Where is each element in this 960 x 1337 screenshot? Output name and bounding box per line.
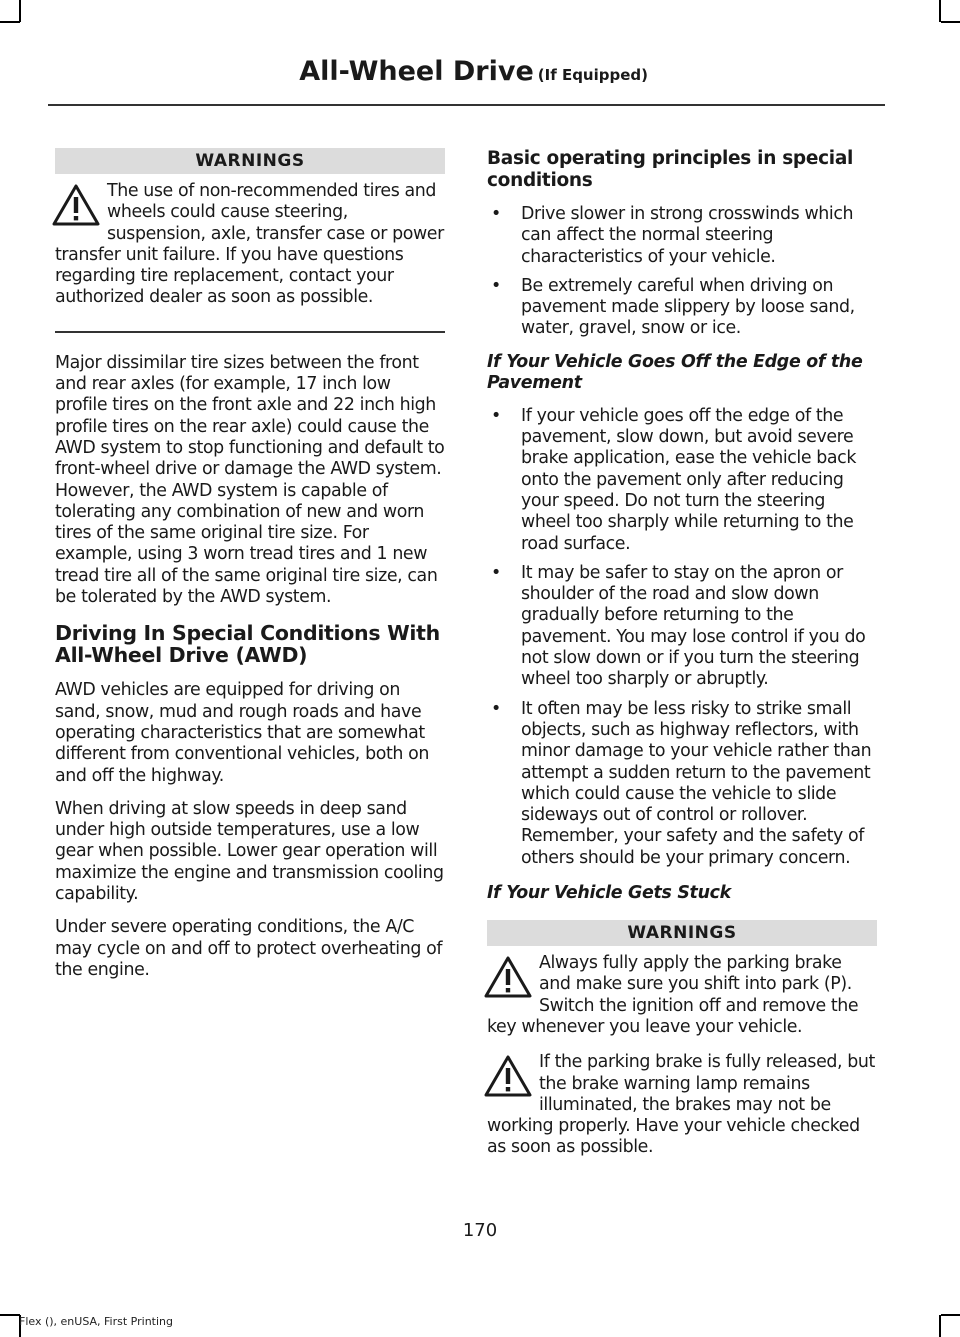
page-number: 170 bbox=[462, 1220, 498, 1241]
crop-mark bbox=[939, 0, 941, 22]
crop-mark bbox=[939, 1315, 941, 1337]
paragraph-deep-sand: When driving at slow speeds in deep sand under high outside temperatures, use a low gear when possible. Lower gear operation will maximize the engine and transmission cooling capability. bbox=[55, 798, 444, 905]
paragraph-awd-equipped: AWD vehicles are equipped for driving on sand, snow, mud and rough roads and have operating characteristics that are somewhat different from conventional vehicles, both on and off the highway. bbox=[55, 680, 429, 786]
list-item: • It often may be less risky to strike small objects, such as highway reflectors, with minor damage to your vehicle rather than attempt a sudden return to the pavement which could cause the vehicle to slide sideways out of control or rollover. Remember, your safety and the safety of others should be your primary concern. bbox=[487, 699, 877, 869]
right-column bbox=[487, 148, 877, 1179]
paragraph-tire-sizes: Major dissimilar tire sizes between the front and rear axles (for example, 17 inch low profile tires on the front axle and 22 inch high profile tires on the rear axle) could cause the AWD system to stop functioning and default to front-wheel drive or damage the AWD system. However, the AWD system is capable of tolerating any combination of new and worn tires of the same original tire size. For example, using 3 worn tread tires and 1 new tread tire all of the same original tire size, can be tolerated by the AWD system. bbox=[55, 352, 445, 608]
bullets-basic-principles bbox=[487, 204, 877, 340]
heading-gets-stuck: If Your Vehicle Gets Stuck bbox=[487, 883, 731, 904]
warning-item bbox=[487, 953, 877, 1038]
warnings-box bbox=[55, 148, 445, 333]
heading-off-edge: If Your Vehicle Goes Off the Edge of the Pavement bbox=[487, 351, 863, 393]
left-column bbox=[55, 148, 445, 993]
warning-triangle-icon bbox=[483, 1054, 533, 1098]
crop-mark bbox=[0, 21, 20, 23]
warning-item bbox=[55, 181, 445, 309]
warning-triangle-icon bbox=[51, 183, 101, 227]
crop-mark bbox=[19, 0, 21, 22]
header-subtitle: (If Equipped) bbox=[537, 66, 648, 84]
bullets-off-edge bbox=[487, 406, 877, 869]
warning-text: Always fully apply the parking brake and make sure you shift into park (P). Switch the ignition off and remove the key whenever you leave your vehicle. bbox=[487, 953, 859, 1037]
section-heading-special-conditions: Driving In Special Conditions With All-Wheel Drive (AWD) bbox=[55, 621, 440, 668]
warnings-heading: WARNINGS bbox=[55, 148, 445, 174]
crop-mark bbox=[941, 1314, 960, 1316]
heading-basic-principles: Basic operating principles in special conditions bbox=[487, 148, 854, 191]
list-item: • Drive slower in strong crosswinds which can affect the normal steering characteristics of your vehicle. bbox=[487, 204, 877, 268]
warning-item bbox=[487, 1052, 877, 1158]
header-title-text: All-Wheel Drive bbox=[299, 56, 534, 87]
warning-text: If the parking brake is fully released, but the brake warning lamp remains illuminated, the brakes may not be working properly. Have your vehicle checked as soon as possible. bbox=[487, 1052, 875, 1158]
warnings-rule bbox=[55, 331, 445, 333]
warnings-heading: WARNINGS bbox=[487, 920, 877, 946]
list-item: • If your vehicle goes off the edge of the pavement, slow down, but avoid severe brake application, ease the vehicle back onto the pavement only after reducing your speed. Do not turn the steering wheel too sharply while returning to the road surface. bbox=[487, 406, 877, 555]
warning-triangle-icon bbox=[483, 955, 533, 999]
crop-mark bbox=[0, 1314, 20, 1316]
header-rule bbox=[48, 104, 885, 106]
page-header-title bbox=[299, 56, 648, 87]
warning-text: The use of non-recommended tires and wheels could cause steering, suspension, axle, transfer case or power transfer unit failure. If you have questions regarding tire replacement, contact your authorized dealer as soon as possible. bbox=[55, 181, 444, 308]
crop-mark bbox=[941, 21, 960, 23]
list-item: • Be extremely careful when driving on pavement made slippery by loose sand, water, gravel, snow or ice. bbox=[487, 276, 877, 340]
warnings-box bbox=[487, 920, 877, 1159]
paragraph-ac-cycle: Under severe operating conditions, the A/C may cycle on and off to protect overheating of the engine. bbox=[55, 917, 443, 980]
footer-text: Flex (), enUSA, First Printing bbox=[19, 1315, 173, 1328]
list-item: • It may be safer to stay on the apron or shoulder of the road and slow down gradually before returning to the pavement. You may lose control if you do not slow down or if you turn the steering wheel too sharply or abruptly. bbox=[487, 563, 877, 691]
